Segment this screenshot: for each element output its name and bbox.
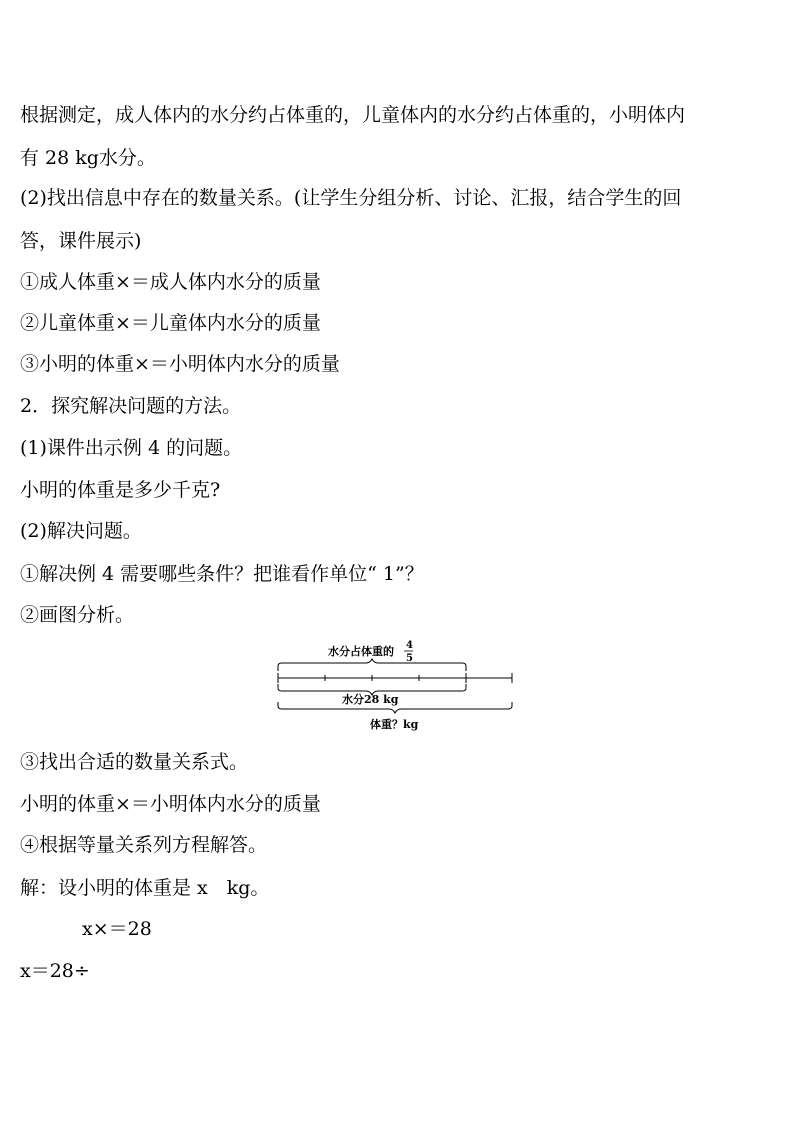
top-brace xyxy=(278,659,466,671)
diagram-top-label: 水分占体重的 xyxy=(328,645,394,658)
text-line-11: (2)解决问题。 xyxy=(20,520,142,542)
fraction-numerator: 4 xyxy=(406,640,413,651)
text-line-6: ②儿童体重×＝儿童体内水分的质量 xyxy=(20,312,321,334)
text-line-5: ①成人体重×＝成人体内水分的质量 xyxy=(20,271,321,293)
text-line-10: 小明的体重是多少千克? xyxy=(20,479,221,501)
text-line-8: 2．探究解决问题的方法。 xyxy=(20,395,242,417)
text-line-2: 有 28 kg水分。 xyxy=(20,147,156,169)
fraction-denominator: 5 xyxy=(406,653,413,664)
text-line-3: (2)找出信息中存在的数量关系。(让学生分组分析、讨论、汇报，结合学生的回 xyxy=(20,187,682,209)
text-line-4: 答，课件展示) xyxy=(20,230,142,252)
text-line-13: ②画图分析。 xyxy=(20,604,135,626)
text-line-14: ③找出合适的数量关系式。 xyxy=(20,751,249,773)
text-line-12: ①解决例 4 需要哪些条件？把谁看作单位“ 1”？ xyxy=(20,563,424,585)
text-line-16: ④根据等量关系列方程解答。 xyxy=(20,834,268,856)
text-line-9: (1)课件出示例 4 的问题。 xyxy=(20,437,243,459)
text-line-15: 小明的体重×＝小明体内水分的质量 xyxy=(20,793,321,815)
equation-line-1: x×＝28 xyxy=(82,918,152,940)
weight-label: 体重？kg xyxy=(370,718,419,731)
text-line-7: ③小明的体重×＝小明体内水分的质量 xyxy=(20,353,340,375)
text-line-17: 解：设小明的体重是 x kg。 xyxy=(20,877,270,899)
segment-diagram xyxy=(270,636,520,736)
equation-line-2: x＝28÷ xyxy=(20,960,90,982)
water-label: 水分28 kg xyxy=(342,693,399,706)
text-line-1: 根据测定，成人体内的水分约占体重的，儿童体内的水分约占体重的，小明体内 xyxy=(20,104,686,126)
